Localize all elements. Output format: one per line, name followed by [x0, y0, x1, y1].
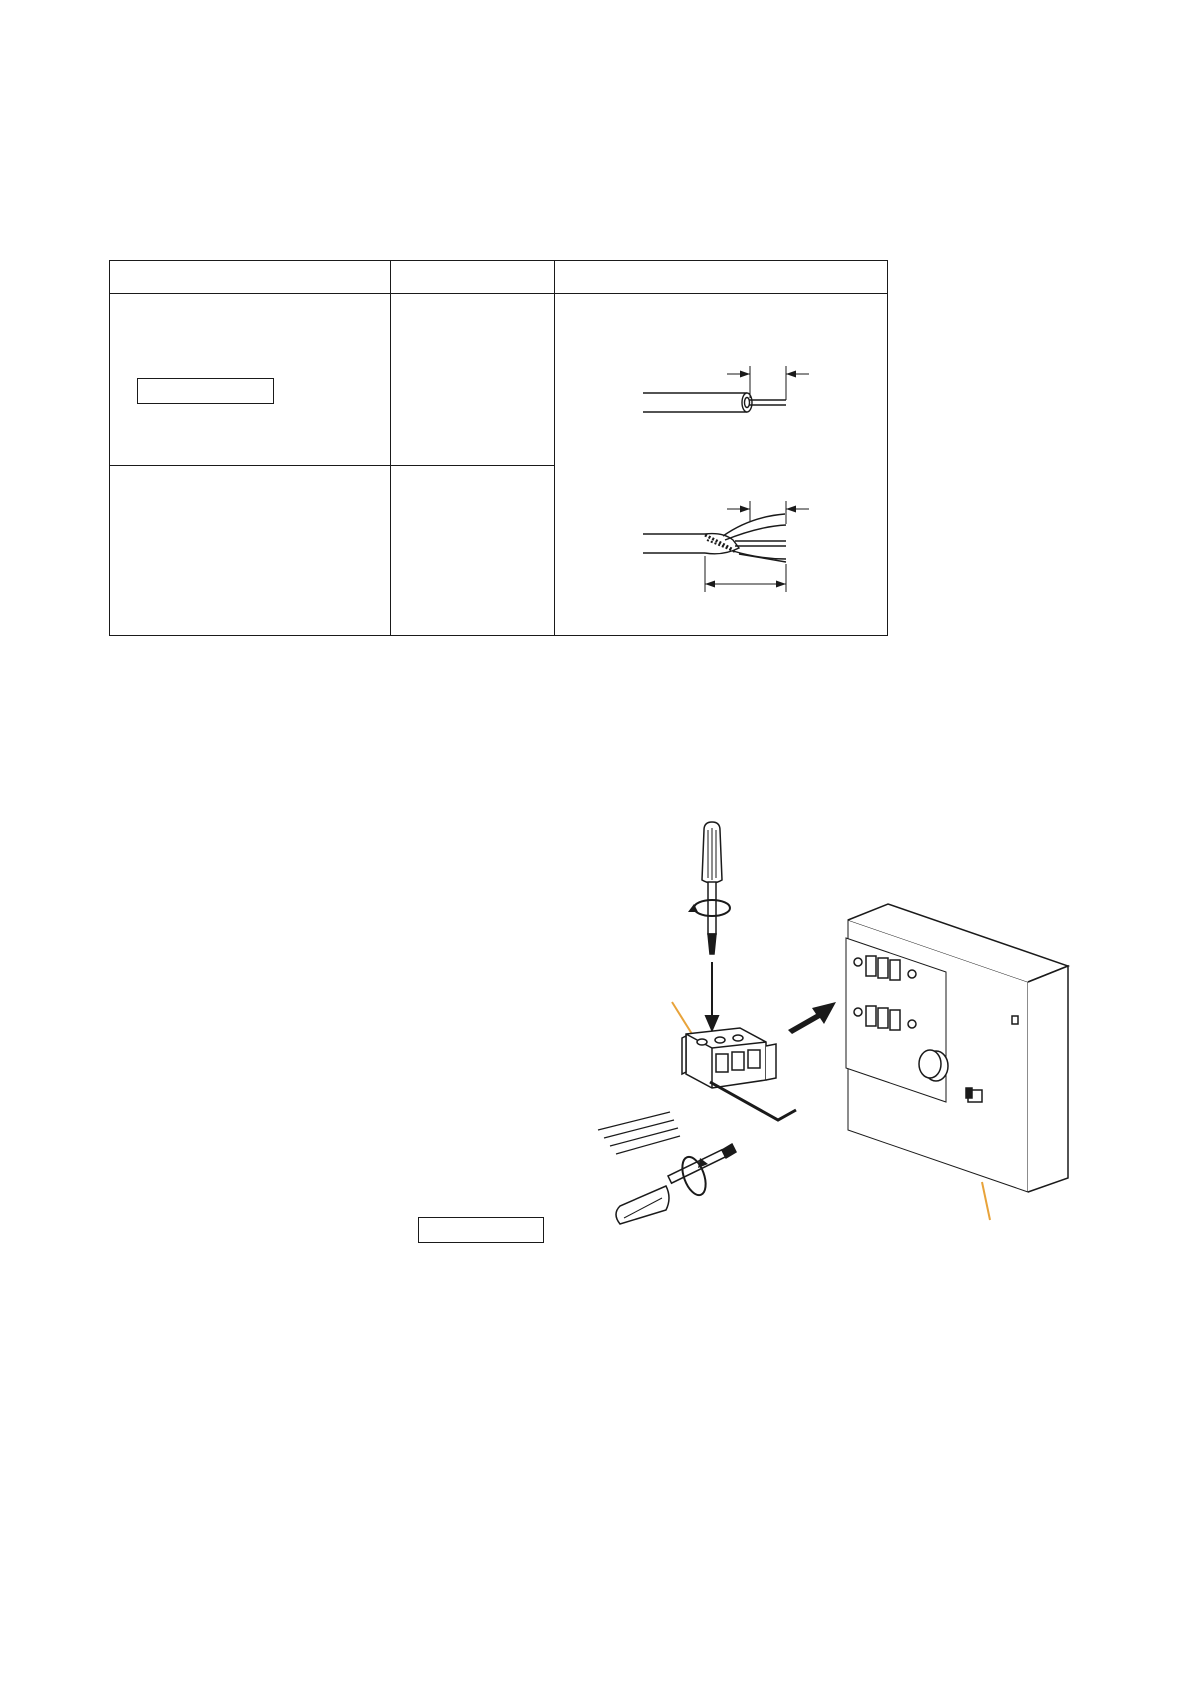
- stripped-wires: [598, 1112, 680, 1154]
- spec-table: [109, 260, 888, 636]
- callout-line: [982, 1182, 990, 1220]
- table-row-divider: [110, 465, 554, 466]
- cable: [710, 1082, 796, 1120]
- reference-box: [137, 378, 274, 404]
- reference-box: [418, 1217, 544, 1243]
- table-column-divider: [390, 261, 391, 635]
- connector-installation-illustration: [590, 820, 1090, 1250]
- wire-stripping-diagram: [555, 294, 887, 635]
- screwdriver-icon: [702, 822, 722, 954]
- terminal-block-connector: [682, 1028, 776, 1088]
- callout-line: [672, 1002, 692, 1034]
- shielded-wire-diagram: [643, 501, 809, 592]
- down-arrow-icon: [706, 962, 718, 1030]
- insert-arrow-icon: [788, 1002, 836, 1034]
- screwdriver-icon: [616, 1144, 736, 1224]
- device-rear-panel: [846, 904, 1068, 1192]
- single-wire-diagram: [643, 366, 809, 412]
